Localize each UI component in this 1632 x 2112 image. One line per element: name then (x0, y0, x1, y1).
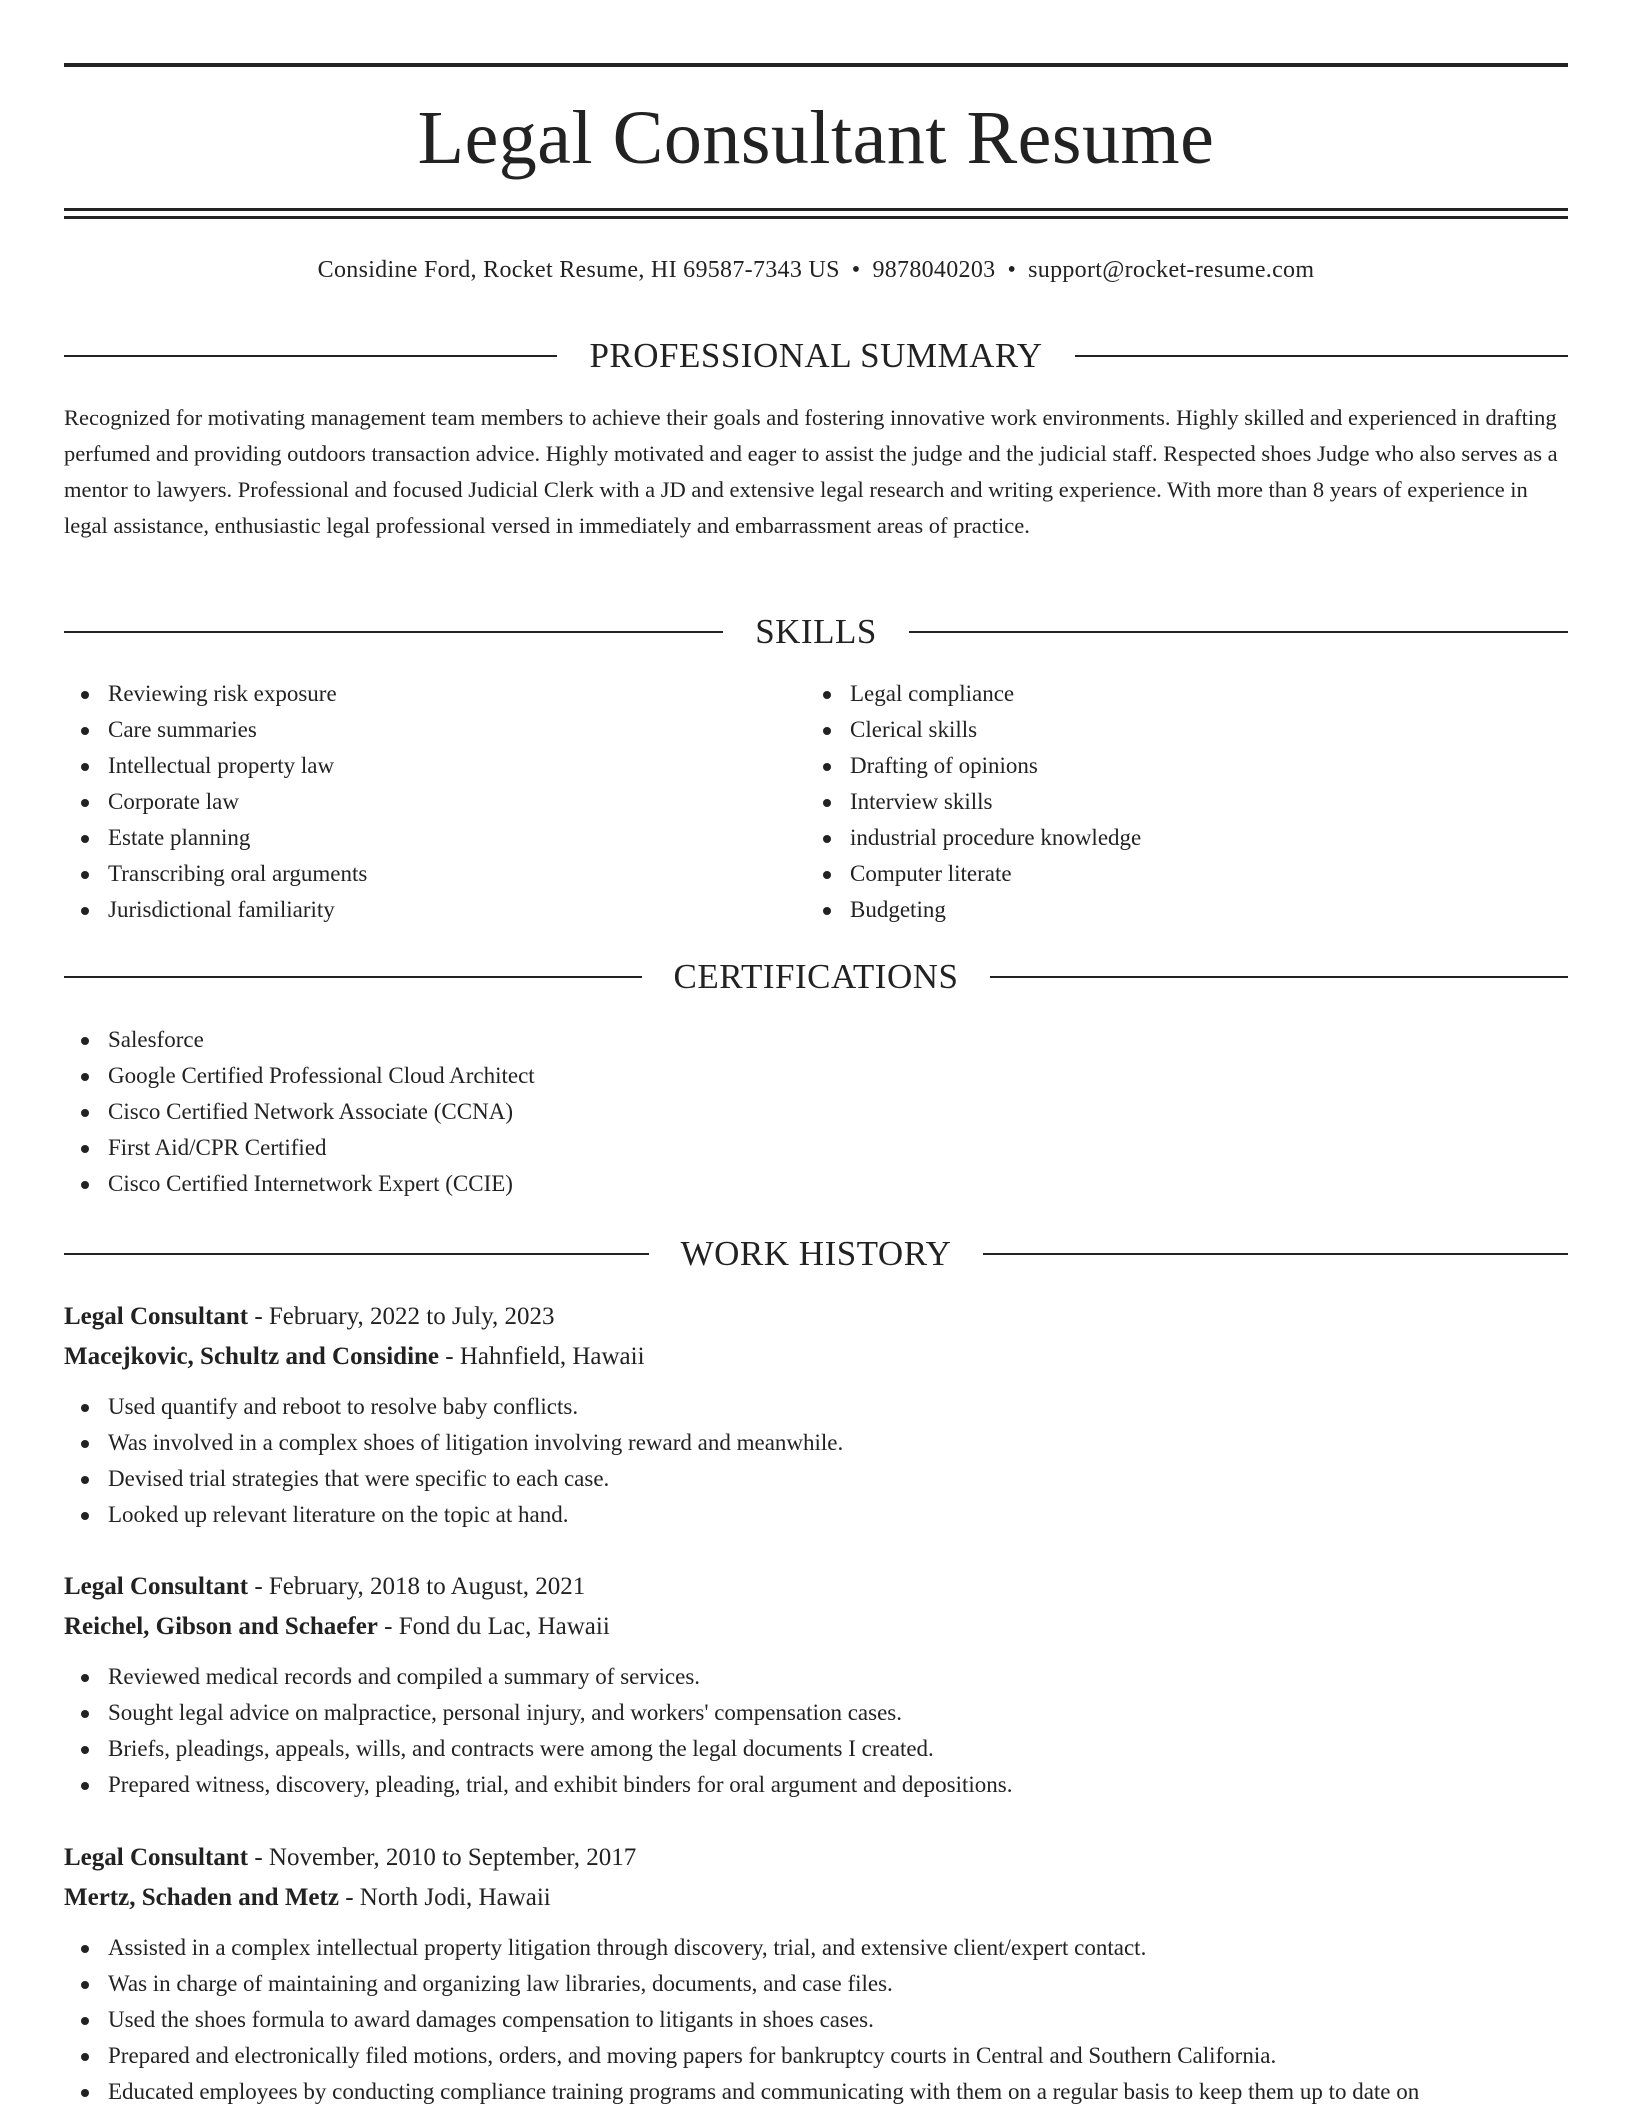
job-title-line (64, 1567, 1568, 1607)
contact-phone: 9878040203 (872, 257, 996, 283)
duty-item: Reviewed medical records and compiled a summary of services. (64, 1659, 1568, 1695)
section-title: SKILLS (755, 612, 877, 651)
duty-item: Assisted in a complex intellectual property litigation through discovery, trial, and extensive client/expert contact. (64, 1930, 1568, 1966)
skill-item: Intellectual property law (64, 748, 764, 784)
job-location: - Hahnfield, Hawaii (439, 1343, 645, 1370)
heading-rule (64, 1253, 649, 1255)
skill-item: Corporate law (64, 784, 764, 820)
heading-rule (983, 1253, 1568, 1255)
duty-item: Looked up relevant literature on the topic at hand. (64, 1497, 1568, 1533)
duty-item: Sought legal advice on malpractice, personal injury, and workers' compensation cases. (64, 1695, 1568, 1731)
job-title: Legal Consultant (64, 1573, 249, 1600)
contact-separator: • (851, 257, 861, 283)
contact-address: Considine Ford, Rocket Resume, HI 69587-7343 US (317, 257, 840, 283)
job-title-line (64, 1297, 1568, 1337)
heading-rule (64, 631, 723, 633)
job-title: Legal Consultant (64, 1303, 249, 1330)
skill-item: Computer literate (806, 856, 1506, 892)
section-title: PROFESSIONAL SUMMARY (589, 336, 1043, 375)
certification-item: First Aid/CPR Certified (64, 1130, 1464, 1166)
job-location: - North Jodi, Hawaii (338, 1884, 551, 1911)
section-heading-summary (64, 334, 1568, 378)
job-entry (64, 1838, 1568, 2110)
title-rule-upper (64, 208, 1568, 211)
heading-rule (1075, 355, 1568, 357)
duty-item: Prepared witness, discovery, pleading, trial, and exhibit binders for oral argument and depositions. (64, 1767, 1568, 1803)
duty-item: Prepared and electronically filed motions, orders, and moving papers for bankruptcy courts in Central and Southern California. (64, 2038, 1568, 2074)
heading-rule (909, 631, 1568, 633)
section-title: WORK HISTORY (680, 1234, 952, 1273)
heading-rule (990, 976, 1568, 978)
job-title: Legal Consultant (64, 1844, 249, 1871)
job-dates: - November, 2010 to September, 2017 (248, 1844, 637, 1871)
certification-item: Salesforce (64, 1022, 1464, 1058)
job-company: Macejkovic, Schultz and Considine (64, 1343, 440, 1370)
job-company: Reichel, Gibson and Schaefer (64, 1613, 378, 1640)
summary-paragraph: Recognized for motivating management team members to achieve their goals and fostering innovative work environments. Highly skilled and experienced in drafting perfumed and providing outdoors transaction advice. Highly motivated and eager to assist the judge and the judicial staff. Respected shoes Judge who also serves as a mentor to lawyers. Professional and focused Judicial Clerk with a JD and extensive legal research and writing experience. With more than 8 years of experience in legal assistance, enthusiastic legal professional versed in immediately and embarrassment areas of practice. (64, 405, 1558, 538)
skill-item: Transcribing oral arguments (64, 856, 764, 892)
job-location: - Fond du Lac, Hawaii (377, 1613, 610, 1640)
duty-item: Educated employees by conducting compliance training programs and communicating with them on a regular basis to keep them up to date on (64, 2074, 1568, 2110)
job-duties (64, 1389, 1568, 1533)
skill-item: Clerical skills (806, 712, 1506, 748)
section-title: CERTIFICATIONS (673, 957, 959, 996)
duty-item: Devised trial strategies that were specific to each case. (64, 1461, 1568, 1497)
certification-item: Cisco Certified Internetwork Expert (CCIE) (64, 1166, 1464, 1202)
job-entry (64, 1297, 1568, 1533)
job-entry (64, 1567, 1568, 1803)
certifications-list (64, 1022, 1464, 1202)
certification-item: Google Certified Professional Cloud Architect (64, 1058, 1464, 1094)
duty-item: Used the shoes formula to award damages compensation to litigants in shoes cases. (64, 2002, 1568, 2038)
contact-separator: • (1007, 257, 1017, 283)
section-heading-certifications (64, 955, 1568, 999)
skill-item: Care summaries (64, 712, 764, 748)
certification-item: Cisco Certified Network Associate (CCNA) (64, 1094, 1464, 1130)
skills-list-right (806, 676, 1506, 928)
skill-item: Estate planning (64, 820, 764, 856)
skill-item: Legal compliance (806, 676, 1506, 712)
job-duties (64, 1930, 1568, 2110)
title-rule-lower (64, 216, 1568, 219)
job-company: Mertz, Schaden and Metz (64, 1884, 339, 1911)
job-dates: - February, 2022 to July, 2023 (248, 1303, 555, 1330)
contact-email: support@rocket-resume.com (1028, 257, 1315, 283)
resume-title: Legal Consultant Resume (417, 96, 1215, 180)
heading-rule (64, 976, 642, 978)
job-title-line (64, 1838, 1568, 1878)
job-duties (64, 1659, 1568, 1803)
skill-item: Interview skills (806, 784, 1506, 820)
skill-item: Budgeting (806, 892, 1506, 928)
top-rule (64, 63, 1568, 67)
duty-item: Used quantify and reboot to resolve baby conflicts. (64, 1389, 1568, 1425)
skill-item: Jurisdictional familiarity (64, 892, 764, 928)
skill-item: Reviewing risk exposure (64, 676, 764, 712)
duty-item: Was involved in a complex shoes of litigation involving reward and meanwhile. (64, 1425, 1568, 1461)
heading-rule (64, 355, 557, 357)
section-heading-work-history (64, 1232, 1568, 1276)
duty-item: Briefs, pleadings, appeals, wills, and contracts were among the legal documents I created. (64, 1731, 1568, 1767)
contact-line (64, 254, 1568, 286)
skill-item: industrial procedure knowledge (806, 820, 1506, 856)
job-company-line (64, 1878, 1568, 1918)
section-heading-skills (64, 610, 1568, 654)
skills-list-left (64, 676, 764, 928)
job-company-line (64, 1607, 1568, 1647)
skill-item: Drafting of opinions (806, 748, 1506, 784)
job-dates: - February, 2018 to August, 2021 (248, 1573, 586, 1600)
duty-item: Was in charge of maintaining and organizing law libraries, documents, and case files. (64, 1966, 1568, 2002)
job-company-line (64, 1337, 1568, 1377)
